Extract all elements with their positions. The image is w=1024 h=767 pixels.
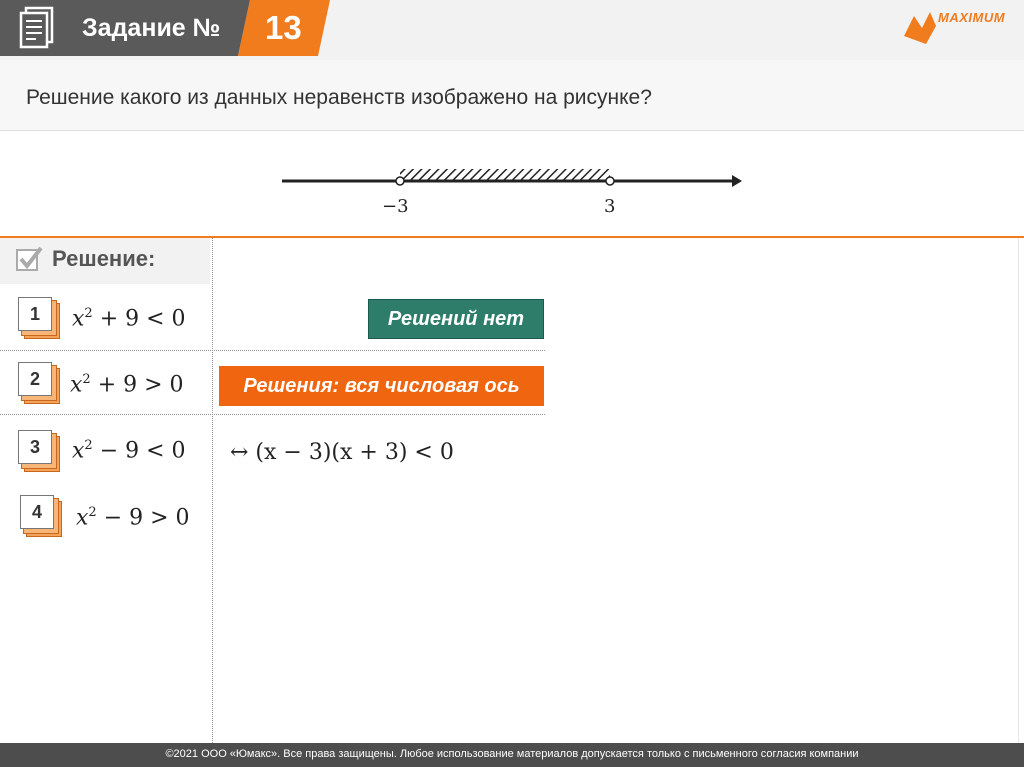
option-number: 2 <box>18 362 52 396</box>
option-inequality-2: $x^2 + 9 > 0$ <box>70 372 184 398</box>
no-solutions-box: Решений нет <box>368 299 544 339</box>
option-number: 3 <box>18 430 52 464</box>
tick-label-right: 3 <box>604 196 616 217</box>
row-divider <box>0 350 545 351</box>
task-number: 13 <box>265 9 302 46</box>
option-inequality-1: $x^2 + 9 < 0$ <box>72 306 186 332</box>
task-title: Задание № <box>82 14 221 42</box>
right-edge-line <box>1018 238 1019 743</box>
option-inequality-4: $x^2 - 9 > 0$ <box>76 505 190 531</box>
option-badge-3[interactable] <box>18 430 52 464</box>
copyright-text: ©2021 ООО «Юмакс». Все права защищены. Любое использование материалов допускается только с письменного согласия компании <box>165 748 859 760</box>
option-number: 1 <box>18 297 52 331</box>
all-reals-box: Решения: вся числовая ось <box>219 366 544 406</box>
question-text: Решение какого из данных неравенств изображено на рисунке? <box>26 86 652 109</box>
option-inequality-3: $x^2 - 9 < 0$ <box>72 438 186 464</box>
tick-label-left: −3 <box>382 196 409 217</box>
factored-inequality: ↔ (x − 3)(x + 3) < 0 <box>230 440 454 465</box>
option-badge-4[interactable] <box>20 495 54 529</box>
brand-logo-text: MAXIMUM <box>938 10 1006 25</box>
checkbox-check-icon <box>15 244 45 274</box>
document-icon <box>18 6 58 50</box>
option-number: 4 <box>20 495 54 529</box>
option-badge-2[interactable] <box>18 362 52 396</box>
number-line <box>270 150 760 230</box>
column-divider <box>212 238 213 743</box>
solution-label: Решение: <box>52 246 156 271</box>
row-divider <box>0 414 545 415</box>
option-badge-1[interactable] <box>18 297 52 331</box>
title-bar <box>0 0 330 56</box>
footer-bar <box>0 743 1024 767</box>
